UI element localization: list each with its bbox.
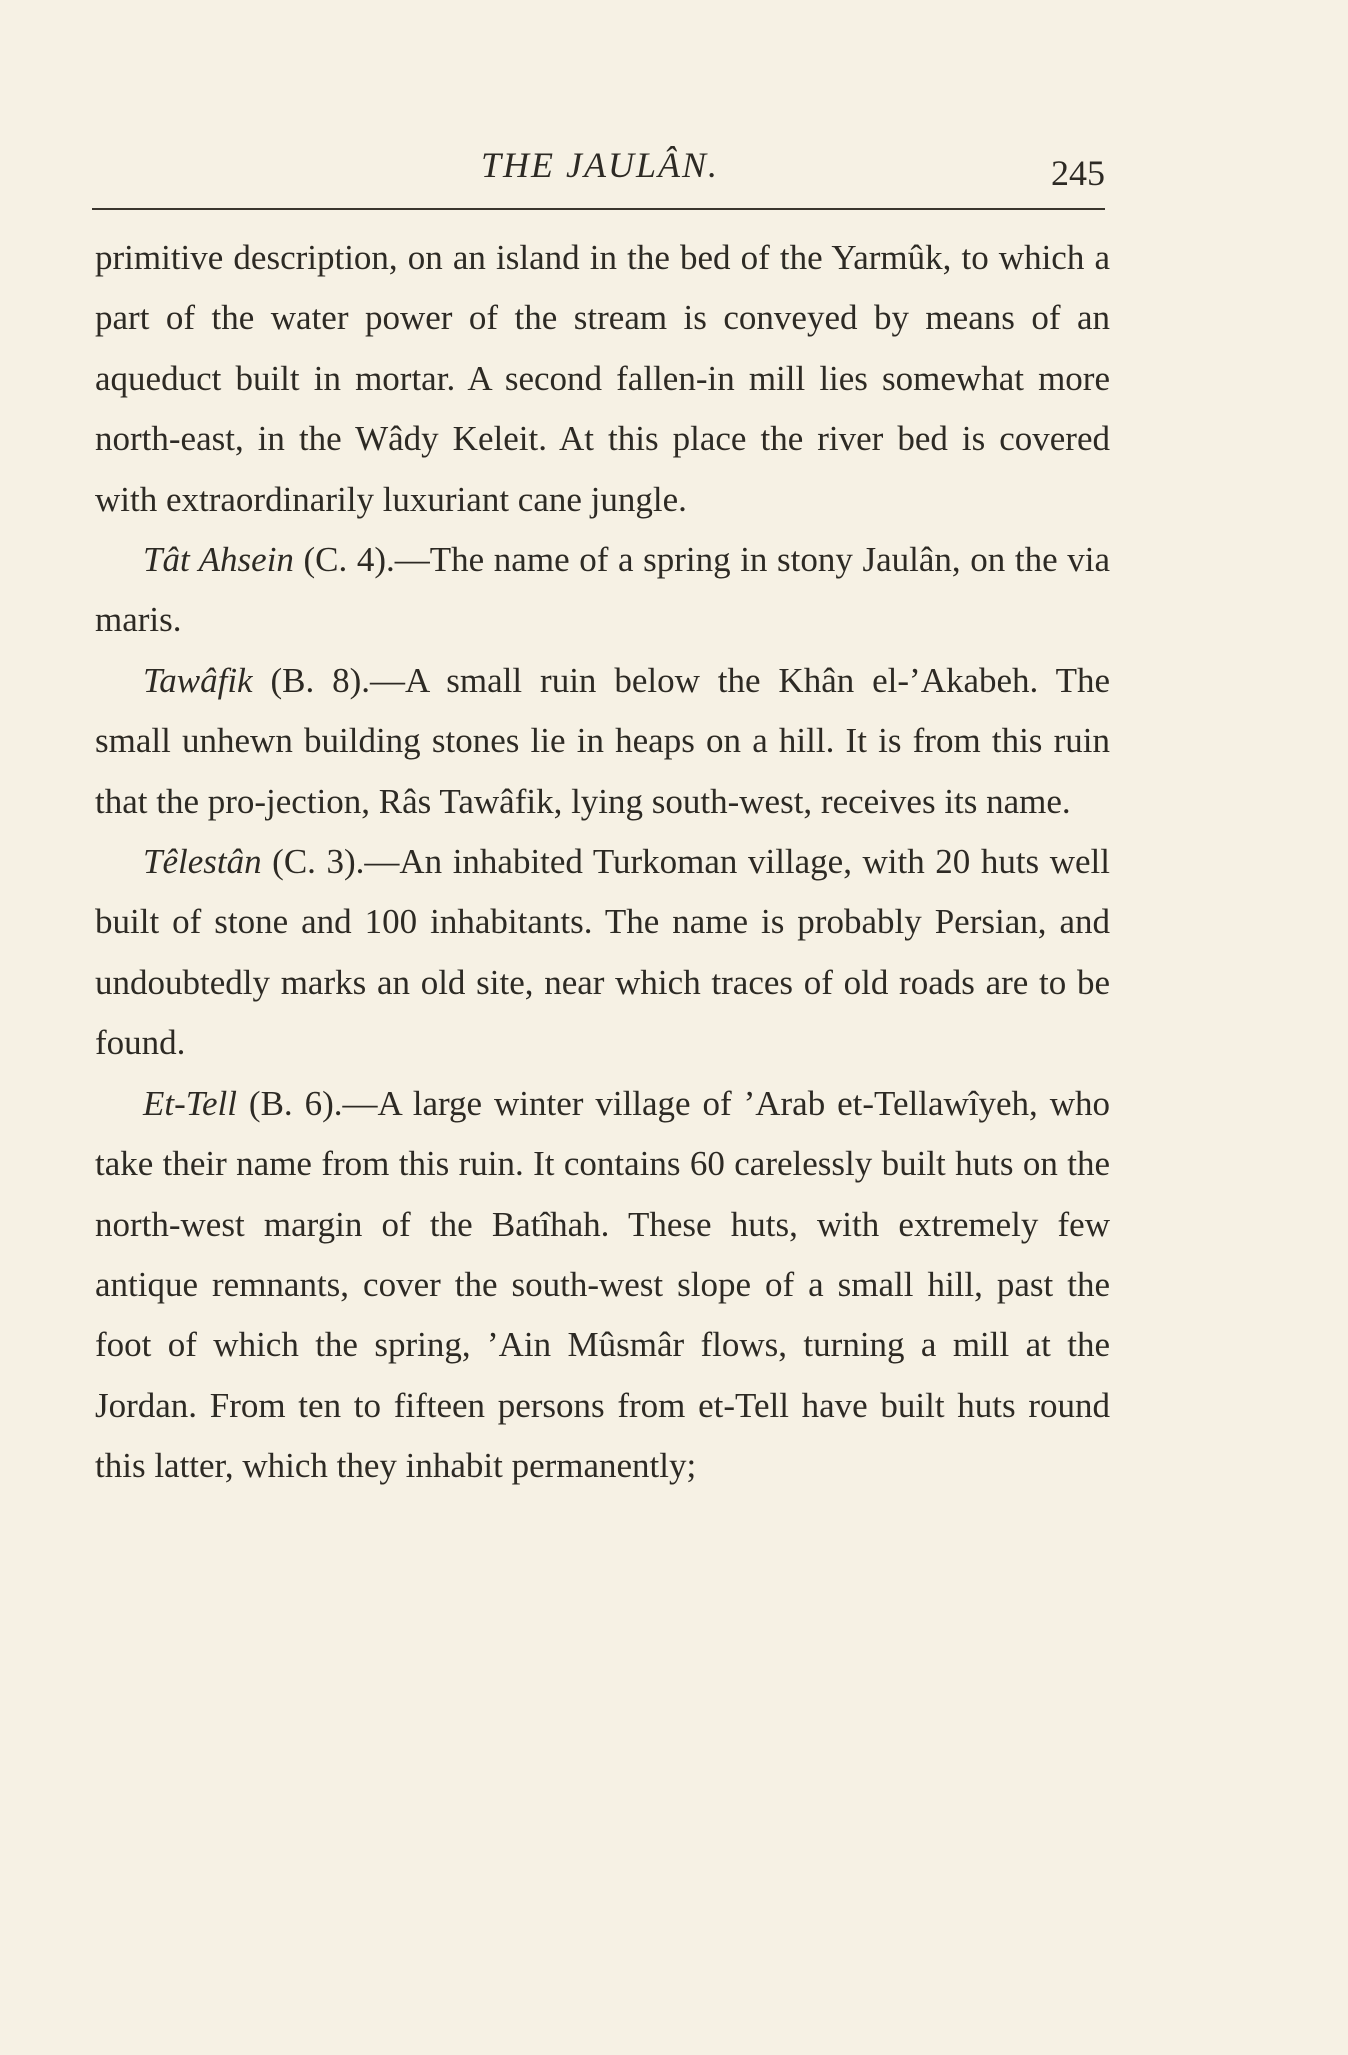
paragraph	[95, 530, 1110, 651]
paragraph	[95, 832, 1110, 1074]
page-number: 245	[1051, 153, 1105, 193]
page-header	[95, 138, 1105, 198]
paragraph	[95, 1074, 1110, 1497]
paragraph-text: (B. 6).—A large winter village of ’Arab et-Tellawîyeh, who take their name from this ruin. It contains 60 carelessly built huts on the north-west margin of the Batîhah. These huts, with extremely few antique remnants, cover the south-west slope of a small hill, past the foot of which the spring, ’Ain Mûsmâr flows, turning a mill at the Jordan. From ten to fifteen persons from et-Tell have built huts round this latter, which they inhabit permanently;	[95, 1083, 1110, 1486]
body-text	[95, 228, 1110, 1497]
paragraph-text: (C. 3).—An inhabited Turkoman village, with 20 huts well built of stone and 100 inhabitants. The name is probably Persian, and undoubtedly marks an old site, near which traces of old roads are to be found.	[95, 842, 1110, 1063]
paragraph	[95, 228, 1110, 530]
paragraph-text: primitive description, on an island in the bed of the Yarmûk, to which a part of the water power of the stream is conveyed by means of an aqueduct built in mortar. A second fallen-in mill lies somewhat more north-east, in the Wâdy Keleit. At this place the river bed is covered with extraordinarily luxuriant cane jungle.	[95, 238, 1110, 519]
header-rule	[92, 208, 1105, 210]
entry-term: Tawâfik	[143, 660, 253, 700]
entry-term: Tât Ahsein	[143, 540, 294, 580]
paragraph-text: (B. 8).—A small ruin below the Khân el-’Akabeh. The small unhewn building stones lie in heaps on a hill. It is from this ruin that the pro-jection, Râs Tawâfik, lying south-west, receives its name.	[95, 660, 1110, 821]
paragraph	[95, 651, 1110, 832]
entry-term: Têlestân	[143, 842, 262, 882]
paragraph-text: (C. 4).—The name of a spring in stony Jaulân, on the via maris.	[95, 540, 1110, 640]
entry-term: Et-Tell	[143, 1083, 237, 1123]
running-title: THE JAULÂN.	[481, 145, 719, 185]
